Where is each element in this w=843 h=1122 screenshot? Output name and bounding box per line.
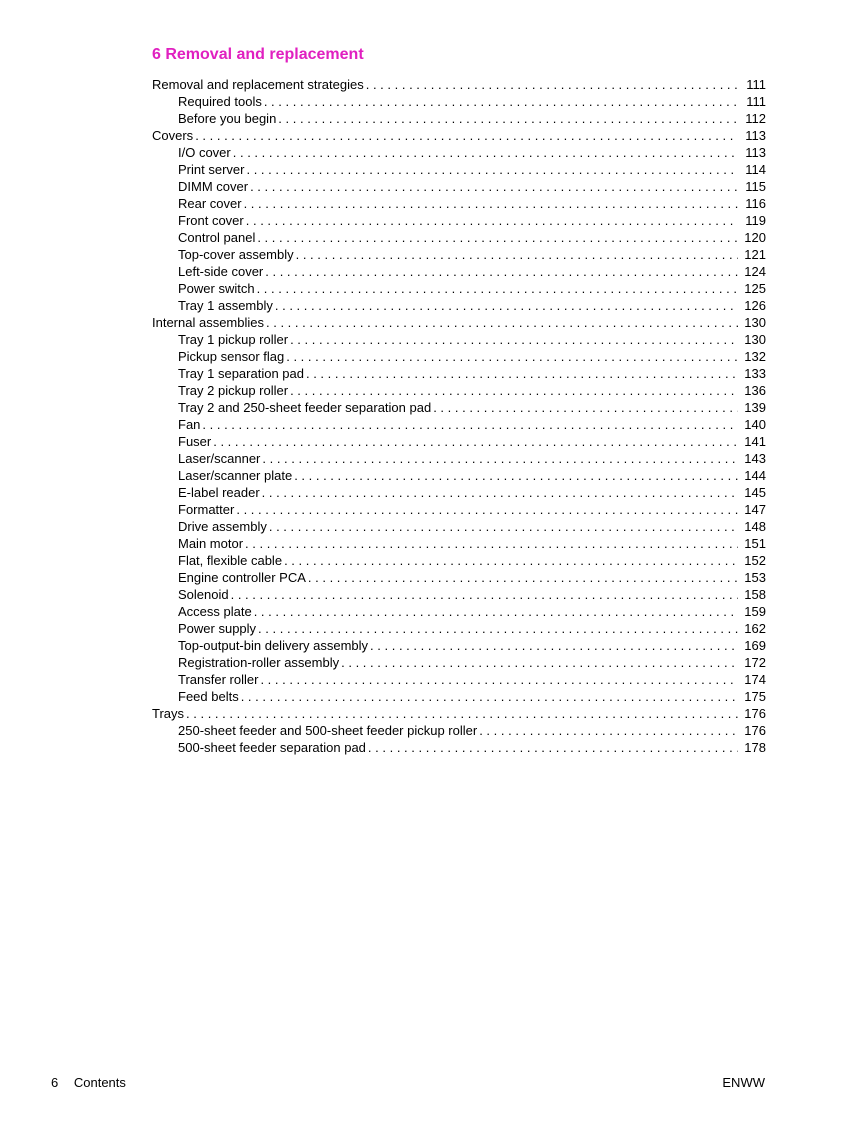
toc-entry-label: Top-output-bin delivery assembly bbox=[178, 638, 369, 653]
toc-entry[interactable] bbox=[152, 127, 766, 144]
toc-entry-page-number: 176 bbox=[744, 706, 766, 721]
toc-entry-page-number: 175 bbox=[744, 689, 766, 704]
toc-entry[interactable] bbox=[152, 450, 766, 467]
toc-entry-page-number: 140 bbox=[744, 417, 766, 432]
toc-dot-leader bbox=[231, 586, 738, 603]
toc-dot-leader bbox=[254, 603, 738, 620]
toc-entry-page-number: 141 bbox=[744, 434, 766, 449]
toc-entry[interactable] bbox=[152, 331, 766, 348]
toc-entry[interactable] bbox=[152, 501, 766, 518]
toc-dot-leader bbox=[294, 467, 738, 484]
toc-dot-leader bbox=[233, 144, 738, 161]
toc-dot-leader bbox=[366, 76, 738, 93]
toc-entry[interactable] bbox=[152, 535, 766, 552]
toc-entry-label: 250-sheet feeder and 500-sheet feeder pickup roller bbox=[178, 723, 478, 738]
toc-entry-page-number: 151 bbox=[744, 536, 766, 551]
toc-entry[interactable] bbox=[152, 314, 766, 331]
toc-dot-leader bbox=[290, 382, 738, 399]
toc-entry-label: Formatter bbox=[178, 502, 235, 517]
toc-entry-page-number: 124 bbox=[744, 264, 766, 279]
toc-entry-label: Tray 1 pickup roller bbox=[178, 332, 289, 347]
toc-entry-label: Laser/scanner bbox=[178, 451, 261, 466]
toc-dot-leader bbox=[195, 127, 738, 144]
toc-entry-page-number: 147 bbox=[744, 502, 766, 517]
toc-dot-leader bbox=[266, 314, 738, 331]
toc-dot-leader bbox=[257, 229, 738, 246]
toc-entry-label: Control panel bbox=[178, 230, 256, 245]
toc-entry[interactable] bbox=[152, 654, 766, 671]
toc-dot-leader bbox=[186, 705, 738, 722]
toc-entry-page-number: 120 bbox=[744, 230, 766, 245]
toc-entry-label: Removal and replacement strategies bbox=[152, 77, 364, 92]
toc-dot-leader bbox=[479, 722, 738, 739]
toc-entry[interactable] bbox=[152, 348, 766, 365]
toc-entry-label: Flat, flexible cable bbox=[178, 553, 283, 568]
toc-entry-label: Engine controller PCA bbox=[178, 570, 306, 585]
toc-dot-leader bbox=[269, 518, 738, 535]
toc-entry-page-number: 139 bbox=[744, 400, 766, 415]
toc-entry[interactable] bbox=[152, 93, 766, 110]
toc-entry[interactable] bbox=[152, 705, 766, 722]
toc-dot-leader bbox=[264, 93, 738, 110]
toc-dot-leader bbox=[278, 110, 738, 127]
toc-entry-page-number: 114 bbox=[745, 162, 766, 177]
toc-dot-leader bbox=[244, 195, 738, 212]
toc-entry-label: Before you begin bbox=[178, 111, 277, 126]
toc-entry[interactable] bbox=[152, 603, 766, 620]
toc-dot-leader bbox=[260, 671, 738, 688]
toc-entry-page-number: 115 bbox=[745, 179, 766, 194]
toc-entry-label: Required tools bbox=[178, 94, 262, 109]
toc-entry[interactable] bbox=[152, 518, 766, 535]
toc-entry[interactable] bbox=[152, 671, 766, 688]
toc-entry-label: Power supply bbox=[178, 621, 257, 636]
toc-entry[interactable] bbox=[152, 365, 766, 382]
toc-entry[interactable] bbox=[152, 212, 766, 229]
toc-entry-label: Tray 1 assembly bbox=[178, 298, 273, 313]
toc-dot-leader bbox=[275, 297, 738, 314]
toc-entry-label: Fuser bbox=[178, 434, 212, 449]
toc-entry-page-number: 153 bbox=[744, 570, 766, 585]
toc-entry-page-number: 130 bbox=[744, 332, 766, 347]
toc-entry-page-number: 113 bbox=[745, 145, 766, 160]
toc-entry[interactable] bbox=[152, 229, 766, 246]
toc-entry-label: Front cover bbox=[178, 213, 244, 228]
toc-dot-leader bbox=[290, 331, 738, 348]
toc-entry[interactable] bbox=[152, 195, 766, 212]
toc-entry-label: Pickup sensor flag bbox=[178, 349, 285, 364]
toc-dot-leader bbox=[262, 450, 738, 467]
toc-entry-label: Power switch bbox=[178, 281, 255, 296]
toc-dot-leader bbox=[306, 365, 738, 382]
toc-entry-page-number: 125 bbox=[744, 281, 766, 296]
toc-entry[interactable] bbox=[152, 178, 766, 195]
toc-entry-label: Top-cover assembly bbox=[178, 247, 294, 262]
toc-dot-leader bbox=[286, 348, 738, 365]
toc-entry-label: Main motor bbox=[178, 536, 244, 551]
toc-entry-label: Laser/scanner plate bbox=[178, 468, 293, 483]
toc-entry[interactable] bbox=[152, 280, 766, 297]
toc-entry-page-number: 159 bbox=[744, 604, 766, 619]
toc-dot-leader bbox=[250, 178, 738, 195]
toc-entry-page-number: 145 bbox=[744, 485, 766, 500]
toc-entry-label: Registration-roller assembly bbox=[178, 655, 340, 670]
toc-entry-page-number: 126 bbox=[744, 298, 766, 313]
toc-dot-leader bbox=[213, 433, 738, 450]
toc-dot-leader bbox=[245, 535, 738, 552]
toc-entry[interactable] bbox=[152, 569, 766, 586]
toc-entry-label: Covers bbox=[152, 128, 194, 143]
toc-dot-leader bbox=[258, 620, 738, 637]
toc-entry-page-number: 148 bbox=[744, 519, 766, 534]
toc-entry-label: Rear cover bbox=[178, 196, 242, 211]
table-of-contents bbox=[152, 76, 766, 756]
toc-entry[interactable] bbox=[152, 399, 766, 416]
toc-entry-page-number: 136 bbox=[744, 383, 766, 398]
toc-entry-label: Tray 1 separation pad bbox=[178, 366, 304, 381]
toc-entry[interactable] bbox=[152, 722, 766, 739]
toc-entry-label: Feed belts bbox=[178, 689, 239, 704]
footer-doc-code: ENWW bbox=[722, 1075, 765, 1090]
toc-entry-label: Trays bbox=[152, 706, 185, 721]
toc-entry-label: DIMM cover bbox=[178, 179, 249, 194]
toc-entry-label: Tray 2 pickup roller bbox=[178, 383, 289, 398]
toc-entry[interactable] bbox=[152, 739, 766, 756]
toc-dot-leader bbox=[296, 246, 738, 263]
toc-entry-page-number: 172 bbox=[744, 655, 766, 670]
toc-entry[interactable] bbox=[152, 246, 766, 263]
toc-entry-page-number: 178 bbox=[744, 740, 766, 755]
toc-entry-page-number: 130 bbox=[744, 315, 766, 330]
toc-dot-leader bbox=[257, 280, 738, 297]
toc-entry[interactable] bbox=[152, 484, 766, 501]
footer-left bbox=[51, 1075, 126, 1090]
toc-entry-page-number: 119 bbox=[745, 213, 766, 228]
toc-entry[interactable] bbox=[152, 297, 766, 314]
toc-dot-leader bbox=[433, 399, 738, 416]
toc-dot-leader bbox=[308, 569, 738, 586]
toc-entry-page-number: 158 bbox=[744, 587, 766, 602]
toc-entry-page-number: 112 bbox=[745, 111, 766, 126]
toc-entry[interactable] bbox=[152, 467, 766, 484]
toc-entry-page-number: 116 bbox=[745, 196, 766, 211]
toc-dot-leader bbox=[241, 688, 738, 705]
toc-entry[interactable] bbox=[152, 552, 766, 569]
toc-dot-leader bbox=[262, 484, 738, 501]
toc-dot-leader bbox=[236, 501, 738, 518]
toc-entry[interactable] bbox=[152, 637, 766, 654]
toc-dot-leader bbox=[265, 263, 738, 280]
toc-entry[interactable] bbox=[152, 263, 766, 280]
toc-entry-label: 500-sheet feeder separation pad bbox=[178, 740, 366, 755]
toc-dot-leader bbox=[370, 637, 738, 654]
toc-entry-page-number: 113 bbox=[745, 128, 766, 143]
toc-entry[interactable] bbox=[152, 382, 766, 399]
toc-entry-page-number: 133 bbox=[744, 366, 766, 381]
toc-entry-label: Transfer roller bbox=[178, 672, 259, 687]
chapter-title: 6 Removal and replacement bbox=[152, 46, 364, 63]
toc-entry-page-number: 176 bbox=[744, 723, 766, 738]
toc-entry[interactable] bbox=[152, 110, 766, 127]
toc-entry-page-number: 169 bbox=[744, 638, 766, 653]
toc-entry-page-number: 152 bbox=[744, 553, 766, 568]
toc-entry[interactable] bbox=[152, 620, 766, 637]
toc-entry[interactable] bbox=[152, 586, 766, 603]
toc-dot-leader bbox=[368, 739, 738, 756]
toc-entry[interactable] bbox=[152, 416, 766, 433]
toc-entry-page-number: 132 bbox=[744, 349, 766, 364]
toc-dot-leader bbox=[246, 212, 738, 229]
toc-entry-page-number: 162 bbox=[744, 621, 766, 636]
toc-entry-page-number: 144 bbox=[744, 468, 766, 483]
toc-entry-label: Print server bbox=[178, 162, 245, 177]
toc-entry[interactable] bbox=[152, 688, 766, 705]
toc-entry-label: I/O cover bbox=[178, 145, 231, 160]
toc-entry-page-number: 143 bbox=[744, 451, 766, 466]
toc-dot-leader bbox=[246, 161, 738, 178]
toc-entry-page-number: 121 bbox=[744, 247, 766, 262]
footer-page-number: 6 bbox=[51, 1075, 59, 1090]
toc-entry[interactable] bbox=[152, 76, 766, 93]
toc-entry[interactable] bbox=[152, 144, 766, 161]
toc-entry-label: Left-side cover bbox=[178, 264, 264, 279]
toc-entry-label: E-label reader bbox=[178, 485, 260, 500]
footer-section-title: Contents bbox=[73, 1075, 126, 1090]
toc-entry-page-number: 111 bbox=[746, 77, 766, 92]
toc-entry-label: Solenoid bbox=[178, 587, 229, 602]
toc-entry-label: Fan bbox=[178, 417, 201, 432]
toc-dot-leader bbox=[202, 416, 738, 433]
toc-entry-page-number: 174 bbox=[744, 672, 766, 687]
toc-entry-label: Internal assemblies bbox=[152, 315, 264, 330]
toc-entry-label: Access plate bbox=[178, 604, 252, 619]
toc-dot-leader bbox=[284, 552, 738, 569]
toc-entry-label: Tray 2 and 250-sheet feeder separation pad bbox=[178, 400, 432, 415]
toc-entry[interactable] bbox=[152, 433, 766, 450]
toc-entry-page-number: 111 bbox=[746, 94, 766, 109]
toc-dot-leader bbox=[341, 654, 738, 671]
toc-entry-label: Drive assembly bbox=[178, 519, 267, 534]
toc-entry[interactable] bbox=[152, 161, 766, 178]
